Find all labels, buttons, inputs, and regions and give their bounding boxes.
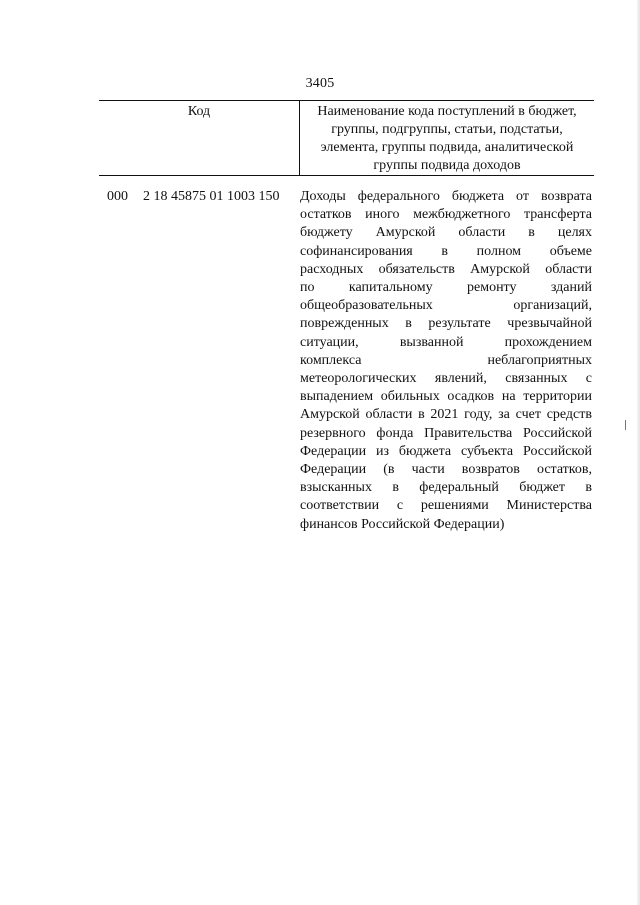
income-code: 2 18 45875 01 1003 150 [143, 189, 280, 204]
description-line: расходных обязательств Амурской области [300, 261, 592, 277]
description-line: соответствии с решениями Министерства [300, 498, 592, 514]
description-line: поврежденных в результате чрезвычайной [300, 316, 592, 332]
header-name-line: элемента, группы подвида, аналитической [320, 140, 574, 155]
description-line: метеорологических явлений, связанных с [300, 371, 592, 387]
header-name-line: группы, подгруппы, статьи, подстатьи, [331, 122, 563, 137]
description-line: софинансирования в полном объеме [300, 243, 592, 259]
table-header [99, 100, 594, 176]
description-line: общеобразовательных организаций, [300, 298, 592, 314]
description-line: Доходы федерального бюджета от возврата [300, 189, 592, 204]
header-name-line: группы подвида доходов [373, 158, 521, 173]
description-line: остатков иного межбюджетного трансферта [300, 207, 592, 223]
header-name-label [300, 103, 594, 175]
description-line: финансов Российской Федерации) [300, 516, 505, 532]
description-line: бюджету Амурской области в целях [300, 225, 592, 241]
description-line: резервного фонда Правительства Российской [300, 425, 592, 441]
description-line: взысканных в федеральный бюджет в [300, 480, 592, 496]
header-name-line: Наименование кода поступлений в бюджет, [317, 104, 577, 119]
scan-artifact-mark [625, 420, 626, 430]
description-line: Амурской области в 2021 году, за счет средств [300, 407, 592, 423]
page-number: 3405 [305, 76, 335, 91]
description-line: ситуации, вызванной прохождением [300, 334, 592, 350]
description-line: комплекса неблагоприятных [300, 352, 592, 368]
income-description [300, 188, 592, 534]
description-line: по капитальному ремонту зданий [300, 280, 592, 296]
description-line: Федерации (в части возвратов остатков, [300, 462, 592, 478]
description-line: выпадением обильных осадков на территории [300, 389, 592, 405]
header-code-label: Код [187, 104, 211, 119]
admin-code: 000 [107, 189, 128, 204]
description-line: Федерации из бюджета субъекта Российской [300, 443, 592, 459]
